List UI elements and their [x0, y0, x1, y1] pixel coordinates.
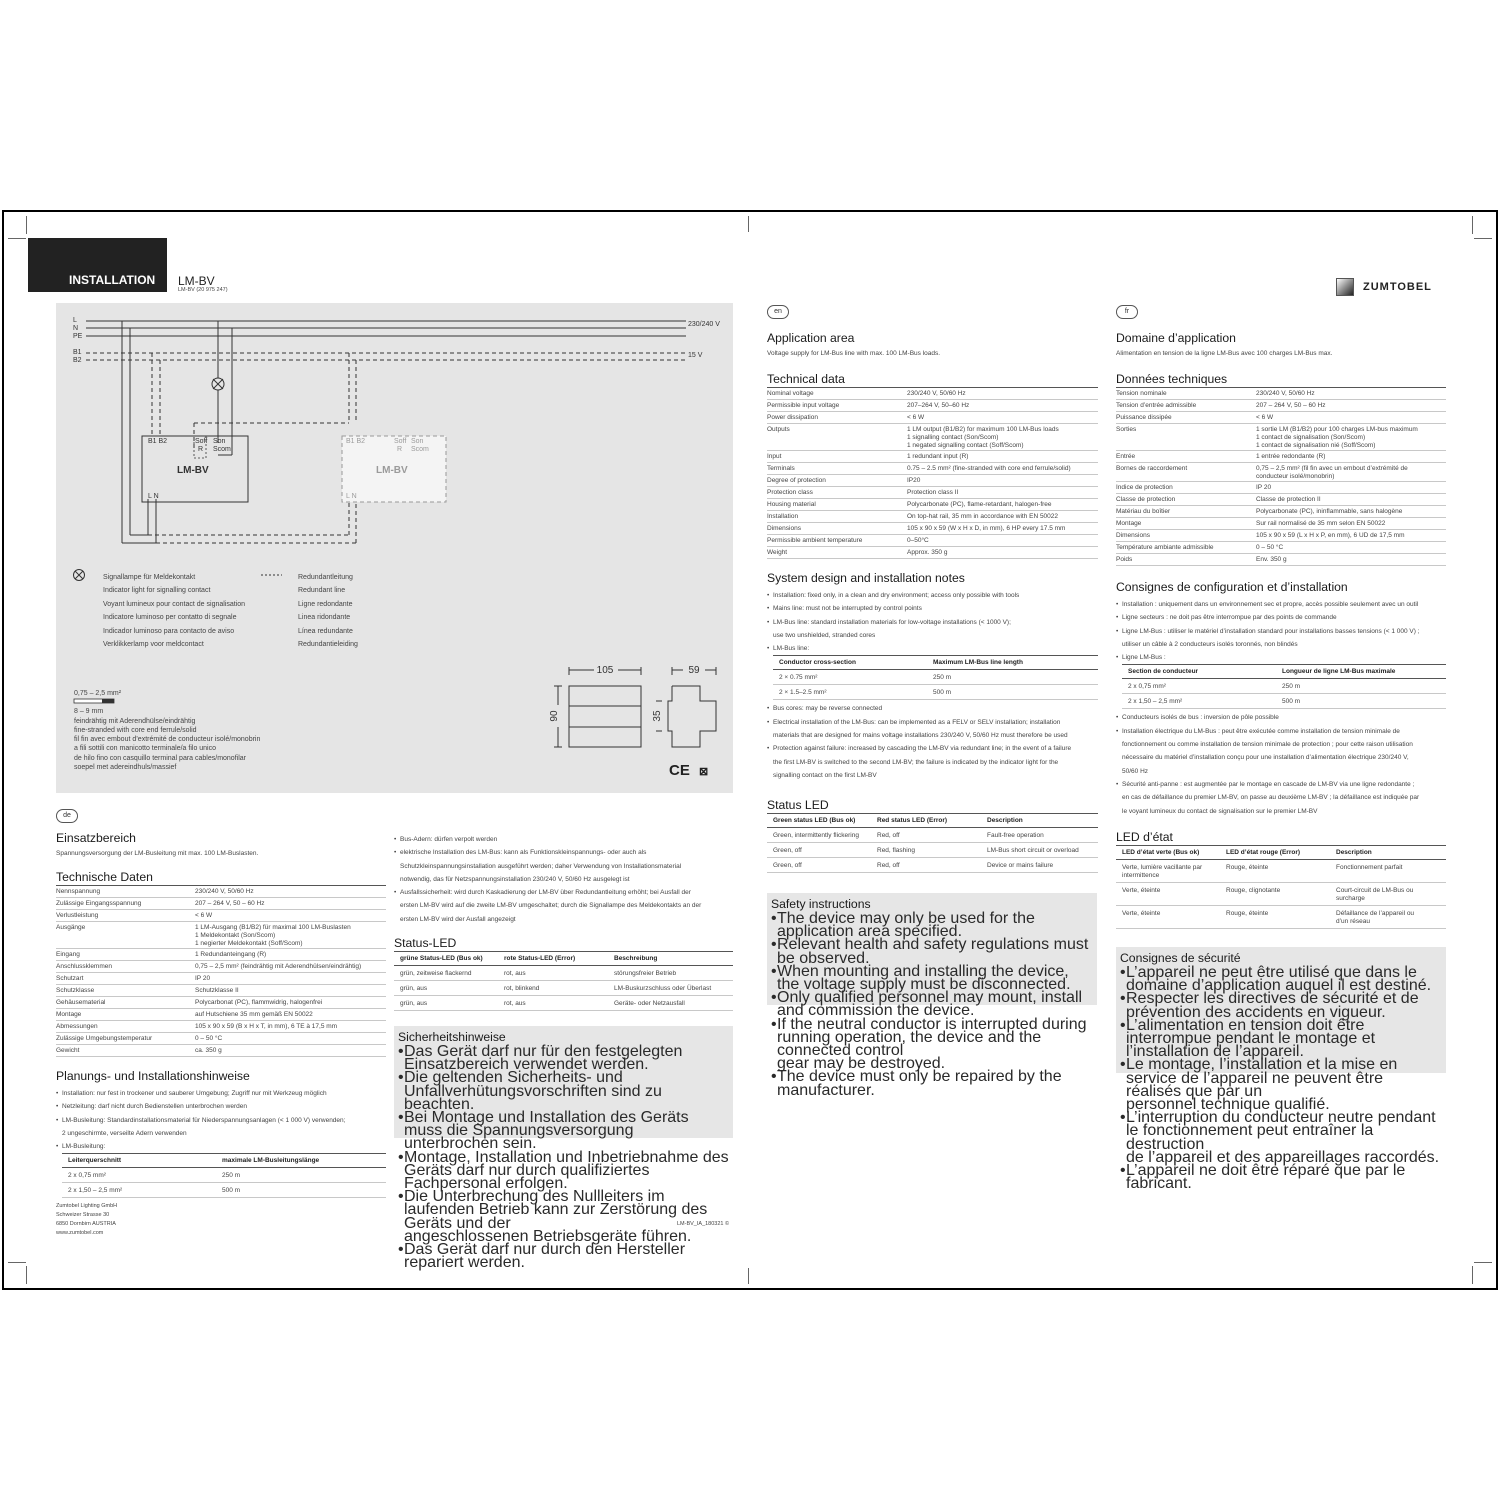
- product-code: LM-BV (20 975 247): [178, 287, 228, 293]
- weee-bin-icon: ⊠: [699, 766, 709, 778]
- tech-title-fr: Données techniques: [1116, 372, 1228, 386]
- planning-list-2-de: [394, 833, 733, 926]
- planning-list-en: [767, 589, 1098, 655]
- table-row: Classe de protection Classe de protection II: [1116, 494, 1446, 506]
- list-item: • Installation électrique du LM-Bus : peut être exécutée comme installation de tension minimale de fonctionnement ou comme installation de tension minimale de protection ; pour cette raison utilisation nécessaire du matériel d’installation conçu pour une installation d’alimentation électrique 230/240 V, 50/60 Hz: [1116, 725, 1446, 778]
- ce-mark: CE: [669, 762, 690, 779]
- line-label-b2: B2: [73, 357, 82, 364]
- table-header: Green status LED (Bus ok) Red status LED (Error) Description: [767, 814, 1098, 828]
- list-item: • L’appareil ne doit être réparé que par le fabricant.: [1120, 1164, 1442, 1190]
- list-item: • Installation : uniquement dans un environnement sec et propre, accès possible seulement avec un outil: [1116, 598, 1446, 611]
- list-item: • L’alimentation en tension doit être interrompue pendant le montage et l’installation de l’appareil.: [1120, 1019, 1442, 1059]
- safety-title-de: Sicherheitshinweise: [398, 1030, 506, 1044]
- status-title-de: Status-LED: [394, 936, 457, 951]
- application-title-fr: Domaine d’application: [1116, 331, 1236, 345]
- device-terminals-top: B1 B2: [148, 438, 168, 445]
- table-row: 2 x 0,75 mm² 250 m: [62, 1168, 386, 1183]
- line-label-b1: B1: [73, 349, 82, 356]
- device-terminal-scom: Scom: [213, 446, 231, 453]
- list-item: • Bei Montage und Installation des Geräts muss die Spannungsversorgung unterbrochen sein.: [398, 1111, 729, 1151]
- table-row: grün, aus rot, aus Geräte- oder Netzausfall: [394, 996, 733, 1011]
- list-item: • Installation: nur fest in trockener und sauberer Umgebung; Zugriff nur mit Werkzeug möglich: [56, 1087, 386, 1100]
- list-item: • Die Unterbrechung des Nullleiters im laufenden Betrieb kann zur Zerstörung des Geräts und der angeschlossenen Betriebsgeräte führen.: [398, 1190, 729, 1243]
- table-row: Green, intermittently flickering Red, off Fault-free operation: [767, 828, 1098, 843]
- safety-list-fr: [1120, 964, 1442, 1193]
- table-row: grün, zeitweise flackernd rot, aus störungsfreier Betrieb: [394, 966, 733, 981]
- safety-title-fr: Consignes de sécurité: [1120, 951, 1241, 965]
- legend-redundant-line: Redundantleitung Redundant line Ligne redondante Linea ridondante Línea redundante Redundantieleiding: [298, 574, 358, 649]
- table-row: Weight Approx. 350 g: [767, 547, 1098, 559]
- logo-icon: [1336, 278, 1354, 296]
- table-row: Anschlussklemmen 0,75 – 2,5 mm² (feindrähtig mit Aderendhülsen/eindrähtig): [56, 961, 386, 973]
- table-row: 2 x 1,50 – 2,5 mm² 500 m: [62, 1183, 386, 1198]
- table-header: grüne Status-LED (Bus ok) rote Status-LED (Error) Beschreibung: [394, 952, 733, 966]
- table-row: Verte, éteinte Rouge, clignotante Court-circuit de LM-Bus ou surcharge: [1116, 883, 1446, 906]
- crop-mark: [748, 1268, 749, 1284]
- list-item: • Ligne secteurs : ne doit pas être interrompue par des points de commande: [1116, 611, 1446, 624]
- crop-mark: [8, 1262, 26, 1263]
- list-item: • Electrical installation of the LM-Bus: can be implemented as a FELV or SELV installation; installation materials that are designed for mains voltage installations 230/240 V, 50/60 Hz must therefore be used: [767, 716, 1098, 743]
- table-row: Montage auf Hutschiene 35 mm gemäß EN 50022: [56, 1009, 386, 1021]
- application-text-de: Spannungsversorgung der LM-Busleitung mit max. 100 LM-Buslasten.: [56, 850, 259, 857]
- table-row: Abmessungen 105 x 90 x 59 (B x H x T, in mm), 6 TE à 17,5 mm: [56, 1021, 386, 1033]
- mains-voltage-label: 230/240 V: [688, 321, 720, 328]
- safety-box-en: [767, 893, 1097, 1099]
- table-header: Section de conducteur Longueur de ligne LM-Bus maximale: [1122, 665, 1446, 679]
- planning-title-fr: Consignes de configuration et d’installation: [1116, 580, 1348, 594]
- table-row: 2 x 0,75 mm² 250 m: [1122, 679, 1446, 694]
- table-row: Protection class Protection class II: [767, 487, 1098, 499]
- table-header: LED d’état verte (Bus ok) LED d’état rouge (Error) Description: [1116, 846, 1446, 860]
- section-en: [767, 331, 1098, 873]
- redundant-device-terminal-soff: Soff: [394, 438, 407, 445]
- crop-mark: [26, 1266, 27, 1284]
- company-address: Zumtobel Lighting GmbH Schweizer Strasse 30 6850 Dornbirn AUSTRIA www.zumtobel.com: [56, 1203, 118, 1236]
- status-table-en: [767, 813, 1098, 873]
- safety-list-de: [398, 1043, 729, 1272]
- table-row: Bornes de raccordement 0,75 – 2,5 mm² (fil fin avec un embout d’extrémité de conducteur isolé/monobrin): [1116, 463, 1446, 482]
- dim-depth-label: 59: [688, 665, 700, 676]
- table-row: Dimensions 105 x 90 x 59 (L x H x P, en mm), 6 UD de 17,5 mm: [1116, 530, 1446, 542]
- list-item: • elektrische Installation des LM-Bus: kann als Funktionskleinspannungs- oder auch als Schutzkleinspannungsinstallation ausgeführt werden; daher Verwendung von Installationsmaterial notwendig, das für Netzspannungsinstallation 230/240 V, 50/60 Hz ausgelegt ist: [394, 846, 733, 886]
- list-item: • L’appareil ne peut être utilisé que dans le domaine d’application auquel il est destiné.: [1120, 966, 1442, 992]
- table-row: 2 × 0.75 mm² 250 m: [773, 670, 1098, 685]
- table-row: Gehäusematerial Polycarbonat (PC), flammwidrig, halogenfrei: [56, 997, 386, 1009]
- list-item: • Bus-Adern: dürfen verpolt werden: [394, 833, 733, 846]
- list-item: • L’interruption du conducteur neutre pendant le fonctionnement peut entraîner la destruction de l’appareil et des appareillages raccordés.: [1120, 1111, 1442, 1164]
- table-row: Tension d’entrée admissible 207 – 264 V, 50 – 60 Hz: [1116, 400, 1446, 412]
- list-item: • Protection against failure: increased by cascading the LM-BV via redundant line; in the event of a failure the first LM-BV is switched to the second LM-BV; the failure is indicated by the indicator light for the signalling contact on the first LM-BV: [767, 742, 1098, 782]
- table-row: Installation On top-hat rail, 35 mm in accordance with EN 50022: [767, 511, 1098, 523]
- table-row: grün, aus rot, blinkend LM-Buskurzschluss oder Überlast: [394, 981, 733, 996]
- table-row: Green, off Red, off Device or mains failure: [767, 858, 1098, 873]
- safety-list-en: [771, 912, 1093, 1097]
- table-row: Gewicht ca. 350 g: [56, 1045, 386, 1057]
- dim-width-label: 105: [596, 665, 614, 676]
- crop-mark: [1472, 1266, 1473, 1284]
- table-header: Leiterquerschnitt maximale LM-Busleitungslänge: [62, 1154, 386, 1168]
- section-fr: [1116, 331, 1446, 929]
- table-row: Dimensions 105 x 90 x 59 (W x H x D, in mm), 6 HP every 17.5 mm: [767, 523, 1098, 535]
- redundant-device-terminals-top: B1 B2: [346, 438, 366, 445]
- table-row: Poids Env. 350 g: [1116, 554, 1446, 566]
- redundant-device-terminal-scom: Scom: [411, 446, 429, 453]
- table-row: Permissible input voltage 207–264 V, 50–60 Hz: [767, 400, 1098, 412]
- crop-mark: [1474, 238, 1492, 239]
- table-row: Permissible ambient temperature 0–50°C: [767, 535, 1098, 547]
- device-terminal-son: Son: [213, 438, 226, 445]
- table-row: Montage Sur rail normalisé de 35 mm selon EN 50022: [1116, 518, 1446, 530]
- product-name: LM-BV: [178, 274, 215, 288]
- lang-badge-de: de: [56, 809, 78, 823]
- table-row: Degree of protection IP20: [767, 475, 1098, 487]
- application-title-de: Einsatzbereich: [56, 831, 136, 845]
- redundant-device-label: LM-BV: [376, 465, 408, 476]
- table-row: 2 x 1,50 – 2,5 mm² 500 m: [1122, 694, 1446, 709]
- cable-table-de: [62, 1153, 386, 1198]
- application-title-en: Application area: [767, 331, 855, 345]
- line-label-pe: PE: [73, 333, 83, 340]
- strip-length: 8 – 9 mm: [74, 708, 104, 716]
- safety-box-fr: [1116, 947, 1446, 1193]
- planning-title-de: Planungs- und Installationshinweise: [56, 1069, 250, 1083]
- wire-spec: 0,75 – 2,5 mm² 8 – 9 mm feindrähtig mit Aderendhülse/eindrähtig fine-stranded with core end ferrule/solid fil fin avec embout d’extrémité de conducteur isolé/monobrin a fili sottili con manicotto terminale/a filo unico de hilo fino con casquillo terminal para cables/monofilar soepel met adereindhuls/massief: [74, 690, 261, 772]
- list-item: • Ligne LM-Bus :: [1116, 651, 1446, 664]
- bus-voltage-label: 15 V: [688, 352, 703, 359]
- list-item: • LM-Bus line: standard installation materials for low-voltage installations (< 1000 V); use two unshielded, stranded cores: [767, 616, 1098, 643]
- table-row: Puissance dissipée < 6 W: [1116, 412, 1446, 424]
- list-item: • Conducteurs isolés de bus : inversion de pôle possible: [1116, 711, 1446, 724]
- list-item: • Das Gerät darf nur für den festgelegten Einsatzbereich verwendet werden.: [398, 1045, 729, 1071]
- tech-table-en: [767, 387, 1098, 559]
- list-item: • Bus cores: may be reverse connected: [767, 702, 1098, 715]
- table-row: Sorties 1 sortie LM (B1/B2) pour 100 charges LM-bus maximum 1 contact de signalisation (Son/Scom) 1 contact de signalisation nié (Soff/Scom): [1116, 424, 1446, 451]
- application-text-en: Voltage supply for LM-Bus line with max. 100 LM-Bus loads.: [767, 350, 941, 357]
- installation-ribbon: INSTALLATION: [28, 238, 167, 292]
- tech-title-de: Technische Daten: [56, 870, 153, 884]
- planning-list-fr: [1116, 598, 1446, 664]
- table-row: Schutzart IP 20: [56, 973, 386, 985]
- wire-size: 0,75 – 2,5 mm²: [74, 690, 122, 697]
- list-item: • LM-Busleitung: Standardinstallationsmaterial für Niederspannungsanlagen (< 1 000 V) verwenden; 2 ungeschirmte, verseilte Adern verwenden: [56, 1114, 386, 1141]
- crop-mark: [748, 216, 749, 232]
- table-row: Zulässige Eingangsspannung 207 – 264 V, 50 – 60 Hz: [56, 898, 386, 910]
- cable-table-fr: [1122, 664, 1446, 709]
- device-label: LM-BV: [177, 465, 209, 476]
- dim-height-label: 90: [549, 710, 560, 722]
- table-row: Zulässige Umgebungstemperatur 0 – 50 °C: [56, 1033, 386, 1045]
- table-row: Tension nominale 230/240 V, 50/60 Hz: [1116, 388, 1446, 400]
- table-row: Schutzklasse Schutzklasse II: [56, 985, 386, 997]
- table-row: Température ambiante admissible 0 – 50 °C: [1116, 542, 1446, 554]
- table-row: Input 1 redundant input (R): [767, 451, 1098, 463]
- list-item: • When mounting and installing the device, the voltage supply must be disconnected.: [771, 965, 1093, 991]
- list-item: • Ausfallssicherheit: wird durch Kaskadierung der LM-BV über Redundantleitung erhöht; bei Ausfall der ersten LM-BV wird auf die zweite LM-BV umgeschaltet; durch die Signallampe des Meldekontakts an der ersten LM-BV wird der Ausfall angezeigt: [394, 886, 733, 926]
- table-row: 2 × 1.5–2.5 mm² 500 m: [773, 685, 1098, 700]
- tech-table-de: [56, 885, 386, 1057]
- list-item: • Montage, Installation und Inbetriebnahme des Geräts darf nur durch qualifiziertes Fachpersonal erfolgen.: [398, 1151, 729, 1191]
- list-item: • Installation: fixed only, in a clean and dry environment; access only possible with tools: [767, 589, 1098, 602]
- table-row: Indice de protection IP 20: [1116, 482, 1446, 494]
- status-title-fr: LED d’état: [1116, 829, 1173, 844]
- table-row: Nominal voltage 230/240 V, 50/60 Hz: [767, 388, 1098, 400]
- table-row: Verte, lumière vacillante par intermittence Rouge, éteinte Fonctionnement parfait: [1116, 860, 1446, 883]
- list-item: • Only qualified personnel may mount, install and commission the device.: [771, 991, 1093, 1017]
- line-label-l: L: [73, 317, 77, 324]
- dim-front-label: 35: [652, 710, 663, 722]
- list-item: • Relevant health and safety regulations must be observed.: [771, 938, 1093, 964]
- planning-list-de: [56, 1087, 386, 1153]
- table-row: Verte, éteinte Rouge, éteinte Défaillance de l’appareil ou d’un réseau: [1116, 906, 1446, 929]
- status-table-fr: [1116, 845, 1446, 929]
- table-header: Conductor cross-section Maximum LM-Bus line length: [773, 656, 1098, 670]
- device-terminals-bottom: L N: [148, 493, 159, 500]
- list-item: • Ligne LM-Bus : utiliser le matériel d’installation standard pour installations basses tensions (< 1 000 V) ; utiliser un câble à 2 conducteurs isolés toronnés, non blindés: [1116, 625, 1446, 652]
- list-item: • LM-Bus line:: [767, 642, 1098, 655]
- table-row: Housing material Polycarbonate (PC), flame-retardant, halogen-free: [767, 499, 1098, 511]
- list-item: • Netzleitung: darf nicht durch Bedienstellen unterbrochen werden: [56, 1100, 386, 1113]
- wiring-diagram: [56, 303, 733, 793]
- section-de: [56, 831, 386, 1198]
- brand-logo: [1336, 278, 1432, 296]
- redundant-device-terminal-son: Son: [411, 438, 424, 445]
- lang-badge-en: en: [767, 305, 789, 319]
- device-terminal-r: R: [198, 446, 204, 453]
- tech-table-fr: [1116, 387, 1446, 566]
- cable-table-en: [773, 655, 1098, 700]
- table-row: Power dissipation < 6 W: [767, 412, 1098, 424]
- status-title-en: Status LED: [767, 798, 829, 813]
- list-item: • The device must only be repaired by the manufacturer.: [771, 1070, 1093, 1096]
- list-item: • Le montage, l’installation et la mise en service de l’appareil ne peuvent être réalisés que par un personnel technique qualifié.: [1120, 1058, 1442, 1111]
- table-row: Eingang 1 Redundanteingang (R): [56, 949, 386, 961]
- document-id: LM-BV_IA_180321 ©: [677, 1221, 730, 1227]
- list-item: • Sécurité anti-panne : est augmentée par le montage en cascade de LM-BV via une ligne redondante ; en cas de défaillance du premier LM-BV, on passe au deuxième LM-BV ; la défaillance est indiquée par le voyant lumineux du contact de signalisation sur le premier LM-BV: [1116, 778, 1446, 818]
- planning-list-2-fr: [1116, 711, 1446, 817]
- table-row: Green, off Red, flashing LM-Bus short circuit or overload: [767, 843, 1098, 858]
- table-row: Verlustleistung < 6 W: [56, 910, 386, 922]
- list-item: • Die geltenden Sicherheits- und Unfallverhütungsvorschriften sind zu beachten.: [398, 1071, 729, 1111]
- planning-list-2-en: [767, 702, 1098, 782]
- table-row: Nennspannung 230/240 V, 50/60 Hz: [56, 886, 386, 898]
- list-item: • Respecter les directives de sécurité et de prévention des accidents en vigueur.: [1120, 992, 1442, 1018]
- list-item: • Das Gerät darf nur durch den Hersteller repariert werden.: [398, 1243, 729, 1269]
- crop-mark: [1474, 1262, 1492, 1263]
- status-table-de: [394, 951, 733, 1011]
- crop-mark: [8, 238, 26, 239]
- table-row: Ausgänge 1 LM-Ausgang (B1/B2) für maximal 100 LM-Buslasten 1 Meldekontakt (Son/Scom) 1 negierter Meldekontakt (Soff/Scom): [56, 922, 386, 949]
- planning-title-en: System design and installation notes: [767, 571, 965, 585]
- tech-title-en: Technical data: [767, 372, 845, 386]
- line-label-n: N: [73, 325, 79, 332]
- table-row: Entrée 1 entrée redondante (R): [1116, 451, 1446, 463]
- safety-title-en: Safety instructions: [771, 897, 871, 911]
- redundant-device-terminals-bottom: L N: [346, 493, 357, 500]
- list-item: • If the neutral conductor is interrupted during running operation, the device and the connected control gear may be destroyed.: [771, 1018, 1093, 1071]
- table-row: Terminals 0.75 – 2.5 mm² (fine-stranded with core end ferrule/solid): [767, 463, 1098, 475]
- application-text-fr: Alimentation en tension de la ligne LM-Bus avec 100 charges LM-Bus max.: [1116, 350, 1333, 357]
- list-item: • LM-Busleitung:: [56, 1140, 386, 1153]
- crop-mark: [26, 216, 27, 234]
- lang-badge-fr: fr: [1116, 305, 1138, 319]
- table-row: Outputs 1 LM output (B1/B2) for maximum 100 LM-Bus loads 1 signalling contact (Son/Scom) 1 negated signalling contact (Soff/Scom): [767, 424, 1098, 451]
- redundant-device-terminal-r: R: [397, 446, 403, 453]
- list-item: • Mains line: must not be interrupted by control points: [767, 602, 1098, 615]
- crop-mark: [1472, 216, 1473, 234]
- list-item: • The device may only be used for the application area specified.: [771, 912, 1093, 938]
- brand-name: ZUMTOBEL: [1363, 281, 1432, 293]
- table-row: Matériau du boîtier Polycarbonate (PC), ininflammable, sans halogène: [1116, 506, 1446, 518]
- legend-indicator-light: Signallampe für Meldekontakt Indicator light for signalling contact Voyant lumineux pour contact de signalisation Indicatore luminoso per contatto di segnale Indicador luminoso para contacto de aviso Verklikkerlamp voor meldcontact: [103, 574, 246, 649]
- device-terminal-soff: Soff: [195, 438, 208, 445]
- section-de-continued: [394, 833, 733, 1011]
